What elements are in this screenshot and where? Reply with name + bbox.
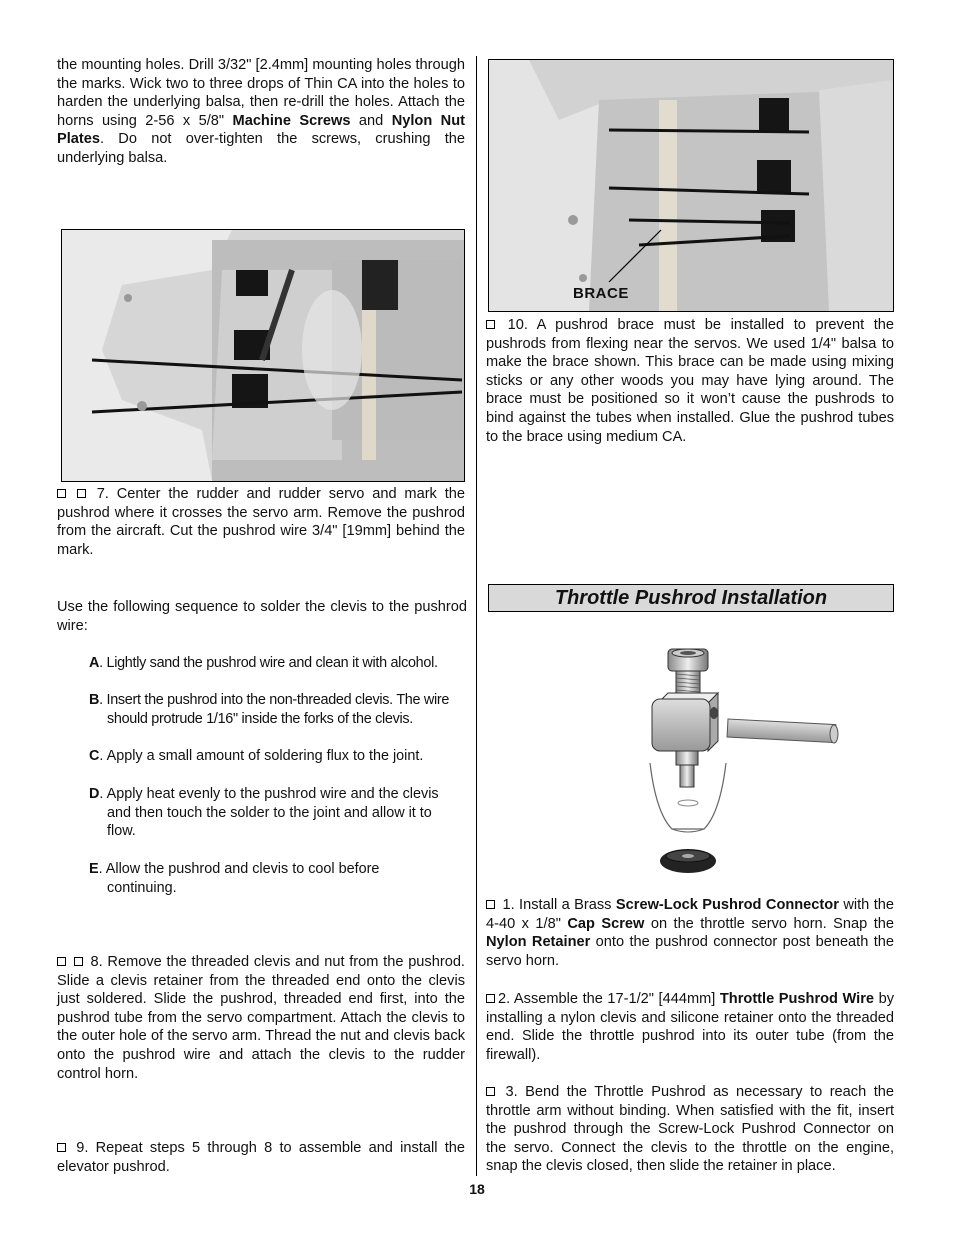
step-10-paragraph: 10. A pushrod brace must be installed to prevent the pushrods from flexing near the servos. We used 1/4" balsa to make the brace shown. This brace can be made using mixing sticks or any other woods you may have lying around. The brace must be positioned so it won’t cause the pushrods to bind against the tubes when installed. Glue the pushrod tubes to the brace using medium CA. [486, 317, 895, 445]
checkbox-icon[interactable] [486, 900, 495, 909]
pushrod-connector-illustration [630, 643, 850, 883]
step-9-paragraph: 9. Repeat steps 5 through 8 to assemble and install the elevator pushrod. [57, 1140, 465, 1175]
step-8-paragraph: 8. Remove the threaded clevis and nut from the pushrod. Slide a clevis retainer from the threaded end onto the clevis just soldered. Slide the pushrod, threaded end first, into the pushrod tube from the servo compartment. Attach the clevis to the outer hole of the servo arm. Thread the nut and clevis back onto the pushrod wire and attach the clevis to the rudder control horn. [57, 954, 465, 1082]
section-title: Throttle Pushrod Installation [488, 584, 894, 612]
throttle-step-2: 2. Assemble the 17-1/2" [444mm] Throttle Pushrod Wire by installing a nylon clevis and silicone retainer onto the threaded end. Slide the throttle pushrod into its outer tube (from the firewall). [486, 991, 895, 1063]
solder-step-c: C. Apply a small amount of soldering flux to the joint. [89, 748, 424, 764]
checkbox-icon[interactable] [77, 489, 86, 498]
page-number: 18 [469, 1181, 485, 1197]
checkbox-icon[interactable] [57, 1143, 66, 1152]
solder-step-a: A. Lightly sand the pushrod wire and clean it with alcohol. [89, 655, 438, 671]
solder-intro: Use the following sequence to solder the clevis to the pushrod wire: [57, 599, 467, 634]
checkbox-icon[interactable] [57, 489, 66, 498]
step-7-paragraph: 7. Center the rudder and rudder servo and mark the pushrod where it crosses the servo arm. Remove the pushrod from the aircraft. Cut the pushrod wire 3/4" [19mm] behind the mark. [57, 486, 465, 558]
column-divider [476, 56, 477, 1176]
checkbox-icon[interactable] [74, 957, 83, 966]
throttle-step-3: 3. Bend the Throttle Pushrod as necessary to reach the throttle arm without binding. When satisfied with the fit, insert the pushrod through the Screw-Lock Pushrod Connector on the servo. Connect the clevis to the throttle on the engine, snap the clevis closed, then slide the retainer in place. [486, 1084, 894, 1175]
checkbox-icon[interactable] [57, 957, 66, 966]
throttle-step-1: 1. Install a Brass Screw-Lock Pushrod Connector with the 4-40 x 1/8" Cap Screw on the throttle servo horn. Snap the Nylon Retainer onto the pushrod connector post beneath the servo horn. [486, 897, 895, 969]
brace-photo [488, 59, 894, 312]
checkbox-icon[interactable] [486, 994, 495, 1003]
solder-step-e: E. Allow the pushrod and clevis to cool before continuing. [89, 861, 380, 896]
rudder-servo-photo [61, 229, 465, 482]
solder-step-b: B. Insert the pushrod into the non-threaded clevis. The wire should protrude 1/16" inside the forks of the clevis. [89, 692, 450, 727]
solder-step-d: D. Apply heat evenly to the pushrod wire and the clevis and then touch the solder to the joint and allow it to flow. [89, 786, 439, 840]
brace-label: BRACE [573, 285, 629, 302]
checkbox-icon[interactable] [486, 320, 495, 329]
checkbox-icon[interactable] [486, 1087, 495, 1096]
intro-paragraph: the mounting holes. Drill 3/32" [2.4mm] mounting holes through the marks. Wick two to three drops of Thin CA into the holes to harden the underlying balsa, then re-drill the holes. Attach the horns using 2-56 x 5/8" Machine Screws and Nylon Nut Plates. Do not over-tighten the screws, crushing the underlying balsa. [57, 57, 465, 166]
